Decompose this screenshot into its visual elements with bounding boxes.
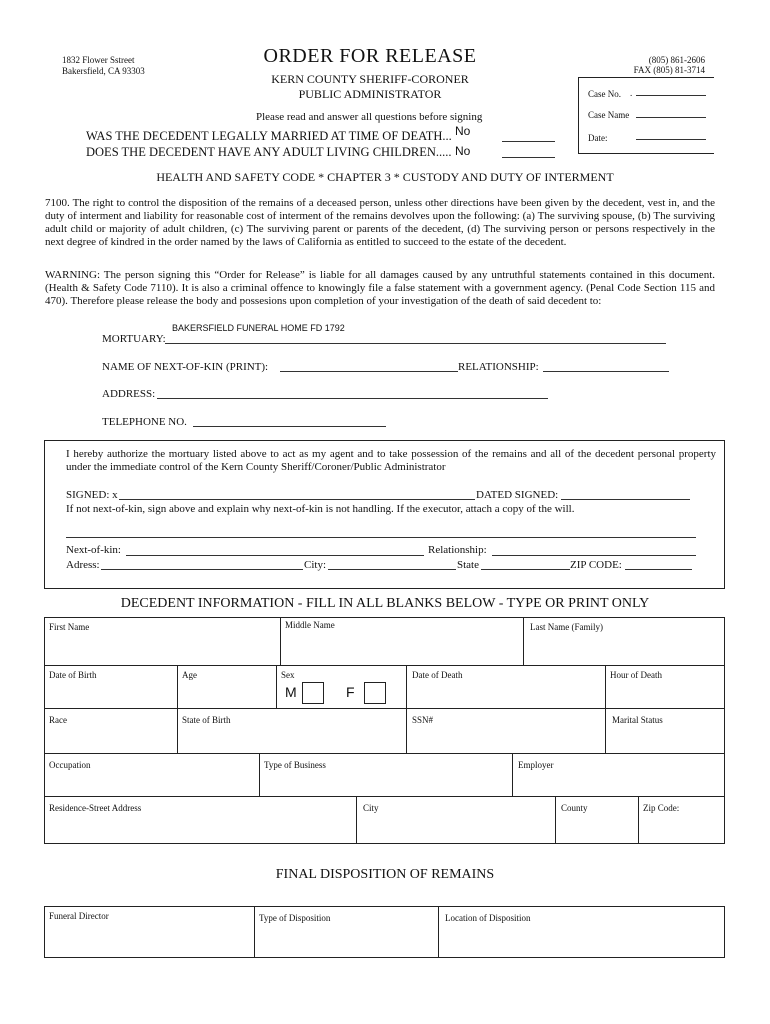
dated-signed-field[interactable] bbox=[561, 499, 690, 500]
zip-label: Zip Code: bbox=[643, 803, 680, 813]
last-name-cell[interactable] bbox=[523, 617, 725, 666]
agency-line-1: KERN COUNTY SHERIFF-CORONER bbox=[271, 72, 469, 86]
warning-paragraph: WARNING: The person signing this “Order for Release” is liable for all damages caused by any untruthful statements contained in this document. (Health & Safety Code 7110). It is also a criminal offence to knowingly file a false statement with a government agency. (Penal Code Section 115 and 470). Therefore please release the body and possesions upon completion of your investigation of the death of said decedent to: bbox=[45, 269, 715, 307]
first-name-label: First Name bbox=[49, 622, 90, 632]
employer-cell[interactable] bbox=[512, 753, 725, 797]
occupation-label: Occupation bbox=[49, 760, 91, 770]
state-of-birth-cell[interactable] bbox=[177, 708, 407, 754]
type-of-business-cell[interactable] bbox=[259, 753, 513, 797]
mortuary-label: MORTUARY: bbox=[102, 333, 166, 345]
sex-label: Sex bbox=[281, 670, 295, 680]
auth-city-label: City: bbox=[304, 559, 327, 571]
address-line-2: Bakersfield, CA 93303 bbox=[62, 66, 145, 76]
auth-zip-field[interactable] bbox=[625, 569, 692, 570]
middle-name-cell[interactable] bbox=[280, 617, 524, 666]
auth-relationship-label: Relationship: bbox=[428, 544, 487, 556]
telephone-label: TELEPHONE NO. bbox=[102, 416, 187, 428]
middle-name-label: Middle Name bbox=[285, 620, 335, 630]
relationship-field[interactable] bbox=[543, 371, 669, 372]
address-field[interactable] bbox=[157, 398, 548, 399]
auth-city-field[interactable] bbox=[328, 569, 456, 570]
auth-right-rule bbox=[724, 440, 725, 588]
date-field[interactable] bbox=[636, 139, 706, 140]
instructions-text: Please read and answer all questions before signing bbox=[256, 111, 483, 123]
answer-children[interactable]: No bbox=[455, 144, 471, 158]
next-of-kin-label: NAME OF NEXT-OF-KIN (PRINT): bbox=[102, 361, 269, 373]
sex-male-label: M bbox=[285, 684, 297, 700]
zip-cell[interactable] bbox=[638, 796, 725, 844]
address-line-1: 1832 Flower Sstreet bbox=[62, 55, 135, 65]
page-title: ORDER FOR RELEASE bbox=[263, 45, 477, 67]
date-of-death-cell[interactable] bbox=[406, 665, 606, 709]
signing-note: If not next-of-kin, sign above and explain why next-of-kin is not handling. If the executor, attach a copy of the will. bbox=[66, 503, 575, 515]
mortuary-value[interactable]: BAKERSFIELD FUNERAL HOME FD 1792 bbox=[172, 323, 345, 333]
signed-label: SIGNED: x bbox=[66, 489, 118, 501]
auth-next-of-kin-field[interactable] bbox=[126, 555, 424, 556]
dob-cell[interactable] bbox=[44, 665, 178, 709]
auth-state-field[interactable] bbox=[481, 569, 570, 570]
dob-label: Date of Birth bbox=[49, 670, 97, 680]
occupation-cell[interactable] bbox=[44, 753, 260, 797]
ssn-label: SSN# bbox=[412, 715, 434, 725]
location-of-disposition-label: Location of Disposition bbox=[445, 913, 531, 923]
marital-status-label: Marital Status bbox=[612, 715, 663, 725]
date-label: Date: bbox=[588, 133, 608, 143]
type-of-disposition-label: Type of Disposition bbox=[259, 913, 331, 923]
authorization-text: I hereby authorize the mortuary listed above to act as my agent and to take possession of the remains and all of the decedent personal property under the immediate control of the Kern County Sheriff/Coroner/Public Administrator bbox=[66, 448, 716, 473]
date-of-death-label: Date of Death bbox=[412, 670, 463, 680]
auth-adress-field[interactable] bbox=[101, 569, 303, 570]
fax-number: FAX (805) 81-3714 bbox=[633, 65, 705, 75]
signature-field[interactable] bbox=[119, 499, 475, 500]
case-no-field[interactable] bbox=[636, 95, 706, 96]
question-married: WAS THE DECEDENT LEGALLY MARRIED AT TIME OF DEATH... bbox=[86, 129, 452, 143]
next-of-kin-field[interactable] bbox=[280, 371, 458, 372]
ssn-cell[interactable] bbox=[406, 708, 606, 754]
state-of-birth-label: State of Birth bbox=[182, 715, 231, 725]
county-cell[interactable] bbox=[555, 796, 639, 844]
city-label: City bbox=[363, 803, 379, 813]
hour-of-death-cell[interactable] bbox=[605, 665, 725, 709]
explanation-line[interactable] bbox=[66, 537, 696, 538]
case-name-label: Case Name bbox=[588, 110, 630, 120]
auth-relationship-field[interactable] bbox=[492, 555, 696, 556]
decedent-heading: DECEDENT INFORMATION - FILL IN ALL BLANKS BELOW - TYPE OR PRINT ONLY bbox=[120, 596, 650, 611]
relationship-label: RELATIONSHIP: bbox=[458, 361, 539, 373]
auth-top-rule bbox=[44, 440, 725, 441]
hour-of-death-label: Hour of Death bbox=[610, 670, 662, 680]
last-name-label: Last Name (Family) bbox=[530, 622, 603, 632]
phone-number: (805) 861-2606 bbox=[648, 55, 705, 65]
first-name-cell[interactable] bbox=[44, 617, 281, 666]
answer-married[interactable]: No bbox=[455, 124, 471, 138]
auth-state-label: State bbox=[457, 559, 479, 571]
code-heading: HEALTH AND SAFETY CODE * CHAPTER 3 * CUSTODY AND DUTY OF INTERMENT bbox=[156, 170, 614, 184]
answer-children-line bbox=[502, 157, 555, 158]
sex-female-checkbox[interactable] bbox=[364, 682, 386, 704]
marital-status-cell[interactable] bbox=[605, 708, 725, 754]
auth-adress-label: Adress: bbox=[66, 559, 100, 571]
case-no-dot: . bbox=[630, 88, 633, 98]
question-children: DOES THE DECEDENT HAVE ANY ADULT LIVING CHILDREN..... bbox=[86, 145, 452, 159]
age-cell[interactable] bbox=[177, 665, 277, 709]
employer-label: Employer bbox=[518, 760, 554, 770]
sex-male-checkbox[interactable] bbox=[302, 682, 324, 704]
age-label: Age bbox=[182, 670, 197, 680]
address-label: ADDRESS: bbox=[102, 388, 156, 400]
dated-signed-label: DATED SIGNED: bbox=[476, 489, 559, 501]
type-of-business-label: Type of Business bbox=[264, 760, 326, 770]
auth-bottom-rule bbox=[44, 588, 725, 589]
funeral-director-label: Funeral Director bbox=[49, 911, 109, 921]
auth-left-rule bbox=[44, 440, 45, 588]
auth-zip-label: ZIP CODE: bbox=[570, 559, 622, 571]
agency-line-2: PUBLIC ADMINISTRATOR bbox=[298, 87, 442, 101]
residence-cell[interactable] bbox=[44, 796, 357, 844]
case-no-label: Case No. bbox=[588, 89, 621, 99]
race-label: Race bbox=[49, 715, 67, 725]
answer-married-line bbox=[502, 141, 555, 142]
telephone-field[interactable] bbox=[193, 426, 386, 427]
location-of-disposition-cell[interactable] bbox=[438, 906, 725, 958]
funeral-director-cell[interactable] bbox=[44, 906, 255, 958]
residence-label: Residence-Street Address bbox=[49, 803, 142, 813]
race-cell[interactable] bbox=[44, 708, 178, 754]
disposition-heading: FINAL DISPOSITION OF REMAINS bbox=[275, 867, 495, 882]
mortuary-line bbox=[165, 343, 666, 344]
type-of-disposition-cell[interactable] bbox=[254, 906, 439, 958]
sex-female-label: F bbox=[346, 684, 355, 700]
auth-next-of-kin-label: Next-of-kin: bbox=[66, 544, 121, 556]
paragraph-7100: 7100. The right to control the disposition of the remains of a deceased person, unless other directions have been given by the decedent, vest in, and the duty of interment and liability for reasonable cost of interment of the remains devolves upon the following: (a) The surviving spouse, (b) The surviving adult child or majority of adult children, (c) The surviving parent or parents of the decedent, (d) The surviving person or persons respectively in the next degree of kindred in the order named by the laws of California as entitled to succeed to the estate of the decedent. bbox=[45, 197, 715, 248]
case-name-field[interactable] bbox=[636, 117, 706, 118]
county-label: County bbox=[561, 803, 588, 813]
city-cell[interactable] bbox=[356, 796, 556, 844]
